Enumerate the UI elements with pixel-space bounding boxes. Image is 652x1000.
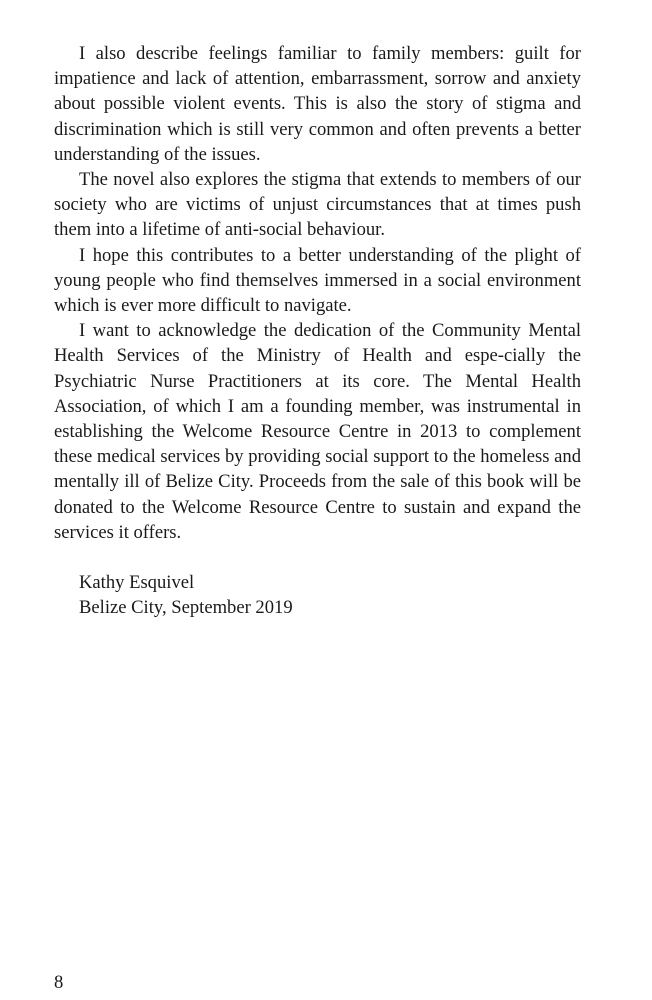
paragraph-understanding: I hope this contributes to a better understanding of the plight of young people who find themselves immersed in a social environment which is ever more difficult to navigate. <box>54 244 581 317</box>
page-number: 8 <box>54 972 64 993</box>
paragraph-novel-stigma: The novel also explores the stigma that extends to members of our society who are victims of unjust circumstances that at times push them into a lifetime of anti-social behaviour. <box>54 169 581 241</box>
page-body <box>54 41 581 621</box>
signature-place-date: Belize City, September 2019 <box>79 597 293 619</box>
paragraph-acknowledgement: I want to acknowledge the dedication of the Community Mental Health Services of the Ministry of Health and espe-cially the Psychiatric Nurse Practitioners at its core. The Mental Health Association, of which I am a founding member, was instrumental in establishing the Welcome Resource Centre in 2013 to complement these medical services by providing social support to the homeless and mentally ill of Belize City. Proceeds from the sale of this book will be donated to the Welcome Resource Centre to sustain and expand the services it offers. <box>54 320 581 543</box>
signature-author: Kathy Esquivel <box>79 572 195 594</box>
paragraph-family-feelings: I also describe feelings familiar to family members: guilt for impatience and lack of attention, embarrassment, sorrow and anxiety about possible violent events. This is also the story of stigma and discrimination which is still very common and often prevents a better understanding of the issues. <box>54 43 581 165</box>
signature-block <box>54 570 581 620</box>
